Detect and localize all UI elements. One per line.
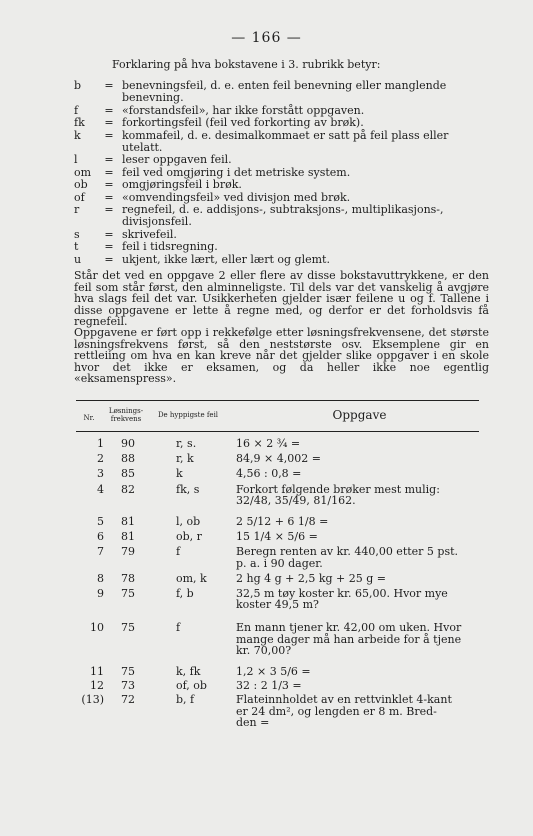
row-number: (13)	[81, 693, 104, 707]
row-task	[236, 468, 479, 479]
legend-code: s	[74, 227, 80, 241]
row-task	[236, 680, 479, 691]
row-number: 4	[97, 482, 104, 496]
legend-equals: =	[104, 128, 114, 142]
table-row	[76, 438, 479, 449]
row-frequency: 90	[121, 437, 135, 450]
row-number: 6	[97, 530, 104, 544]
table-row	[76, 622, 479, 656]
legend-code: t	[74, 240, 79, 254]
row-errors: l, ob	[176, 515, 201, 529]
table-row	[76, 694, 479, 728]
task-line: 32,5 m tøy koster kr. 65,00. Hvor mye	[236, 587, 448, 601]
table-row	[76, 573, 479, 584]
table-row	[76, 468, 479, 479]
legend-equals: =	[104, 203, 114, 217]
task-line: 2 hg 4 g + 2,5 kg + 25 g =	[236, 571, 387, 585]
row-errors: r, k	[176, 452, 194, 466]
row-errors: of, ob	[176, 679, 207, 693]
header-frequency: Løsnings-frekvens	[108, 407, 144, 423]
task-line: Flateinnholdet av en rettvinklet 4-kant	[236, 693, 452, 707]
task-line: 84,9 × 4,002 =	[236, 452, 321, 466]
row-task	[236, 666, 479, 677]
task-line: mange dager må han arbeide for å tjene	[236, 632, 462, 646]
header-nr: Nr.	[83, 414, 95, 422]
row-number: 9	[97, 587, 104, 601]
task-line: kr. 70,00?	[236, 643, 292, 657]
row-errors: f	[176, 545, 181, 559]
legend-code: ob	[74, 178, 88, 192]
table-row	[76, 588, 479, 610]
legend-code: b	[74, 79, 82, 92]
task-line: 16 × 2 ¾ =	[236, 437, 301, 450]
row-task	[236, 484, 479, 506]
row-task	[236, 546, 479, 568]
header-task: Oppgave	[332, 408, 387, 422]
legend-code: of	[74, 190, 85, 204]
legend-text: skrivefeil.	[122, 227, 177, 241]
row-frequency: 75	[121, 587, 135, 601]
row-frequency: 75	[121, 621, 135, 635]
legend-equals: =	[104, 178, 114, 192]
row-number: 7	[97, 545, 104, 559]
row-task	[236, 573, 479, 584]
legend-equals: =	[104, 227, 114, 241]
legend-equals: =	[104, 103, 114, 117]
row-frequency: 75	[121, 665, 135, 679]
row-task	[236, 694, 479, 728]
legend-item	[74, 117, 489, 129]
task-line: koster 49,5 m?	[236, 598, 319, 612]
row-task	[236, 622, 479, 656]
task-line: er 24 dm², og lengden er 8 m. Bred-	[236, 704, 437, 718]
row-frequency: 81	[121, 530, 135, 544]
row-number: 2	[97, 452, 104, 466]
row-errors: r, s.	[176, 437, 197, 450]
task-line: 4,56 : 0,8 =	[236, 467, 302, 481]
legend-code: f	[74, 103, 79, 117]
table-row	[76, 453, 479, 464]
row-number: 12	[90, 679, 104, 693]
table-header	[76, 401, 479, 429]
row-number: 11	[90, 665, 104, 679]
row-task	[236, 531, 479, 542]
legend-item	[74, 241, 489, 253]
table-row	[76, 666, 479, 677]
legend-equals: =	[104, 252, 114, 266]
row-number: 8	[97, 571, 104, 585]
legend-item	[74, 254, 489, 266]
row-frequency: 72	[121, 693, 135, 707]
task-line: En mann tjener kr. 42,00 om uken. Hvor	[236, 621, 462, 635]
row-frequency: 79	[121, 545, 135, 559]
row-frequency: 82	[121, 482, 135, 496]
legend-code: r	[74, 203, 80, 217]
paragraph-1: Står det ved en oppgave 2 eller flere av disse bokstavuttrykkene, er den feil som står først, den alminneligste. Til dels var det vanskelig å avgjøre hva slags feil det var. Usikkerheten gjelder især feilene u og f. Tallene i disse oppgavene er lette å regne med, og derfor er det forholdsvis få regnefeil.	[74, 269, 489, 329]
row-errors: b, f	[176, 693, 195, 707]
row-frequency: 88	[121, 452, 135, 466]
row-errors: fk, s	[176, 482, 200, 496]
legend-text: leser oppgaven feil.	[122, 153, 232, 167]
task-line: p. a. i 90 dager.	[236, 556, 323, 570]
row-errors: f, b	[176, 587, 194, 601]
legend-text: benevningsfeil, d. e. enten feil benevning eller manglende benevning.	[122, 79, 447, 105]
legend-equals: =	[104, 116, 114, 130]
legend-text: regnefeil, d. e. addisjons-, subtraksjons-, multiplikasjons-, divisjonsfeil.	[122, 203, 444, 229]
table-row	[76, 516, 479, 527]
row-frequency: 81	[121, 515, 135, 529]
legend-code: fk	[74, 116, 85, 130]
legend-equals: =	[104, 79, 114, 92]
legend-item	[74, 80, 489, 105]
legend-text: kommafeil, d. e. desimalkommaet er satt på feil plass eller utelatt.	[122, 128, 449, 155]
legend-code: k	[74, 128, 81, 142]
legend-item	[74, 130, 489, 155]
row-task	[236, 453, 479, 464]
row-errors: k	[176, 467, 183, 481]
table-row	[76, 546, 479, 568]
row-task	[236, 588, 479, 610]
row-errors: om, k	[176, 571, 207, 585]
task-line: 15 1/4 × 5/6 =	[236, 530, 318, 544]
legend-code: l	[74, 153, 78, 167]
legend-equals: =	[104, 153, 114, 167]
legend-text: forkortingsfeil (feil ved forkorting av brøk).	[122, 116, 364, 130]
paragraph-2: Oppgavene er ført opp i rekkefølge etter løsningsfrekvensene, det største løsningsfrekvens først, så den neststørste osv. Eksemplene gir en rettleiing om hva en kan kreve når det gjelder slike oppgaver i en skole hvor det ikke er eksamen, og da heller ikke noe egentlig «eksamenspress».	[74, 326, 489, 386]
legend-list	[74, 80, 489, 266]
table-body	[76, 432, 479, 728]
row-number: 1	[97, 437, 104, 450]
legend-code: u	[74, 252, 82, 266]
row-frequency: 85	[121, 467, 135, 481]
legend-text: omgjøringsfeil i brøk.	[122, 178, 242, 192]
legend-equals: =	[104, 165, 114, 179]
page-number: — 166 —	[231, 30, 302, 46]
legend-text: ukjent, ikke lært, eller lært og glemt.	[122, 252, 330, 266]
table-row	[76, 484, 479, 506]
header-errors: De hyppigste feil	[157, 411, 219, 419]
table-row	[76, 680, 479, 691]
task-line: Forkort følgende brøker mest mulig:	[236, 482, 440, 496]
legend-item	[74, 179, 489, 191]
legend-text: feil i tidsregning.	[122, 240, 218, 254]
row-number: 10	[90, 621, 104, 635]
results-table	[76, 400, 479, 728]
row-number: 3	[97, 467, 104, 481]
row-frequency: 73	[121, 679, 135, 693]
legend-code: om	[74, 165, 92, 179]
task-line: den =	[236, 715, 270, 729]
row-errors: ob, r	[176, 530, 202, 544]
legend-item	[74, 204, 489, 229]
task-line: 32/48, 35/49, 81/162.	[236, 493, 356, 507]
task-line: 32 : 2 1/3 =	[236, 679, 302, 693]
legend-text: «omvendingsfeil» ved divisjon med brøk.	[122, 190, 351, 204]
legend-item	[74, 154, 489, 166]
task-line: Beregn renten av kr. 440,00 etter 5 pst.	[236, 545, 459, 559]
legend-equals: =	[104, 190, 114, 204]
task-line: 1,2 × 3 5/6 =	[236, 665, 311, 679]
row-errors: f	[176, 621, 181, 635]
row-task	[236, 438, 479, 449]
row-number: 5	[97, 515, 104, 529]
legend-text: «forstandsfeil», har ikke forstått oppgaven.	[122, 103, 365, 117]
legend-equals: =	[104, 240, 114, 254]
legend-text: feil ved omgjøring i det metriske system.	[122, 165, 351, 179]
row-errors: k, fk	[176, 665, 201, 679]
row-frequency: 78	[121, 571, 135, 585]
legend-title: Forklaring på hva bokstavene i 3. rubrikk betyr:	[112, 58, 381, 71]
row-task	[236, 516, 479, 527]
task-line: 2 5/12 + 6 1/8 =	[236, 515, 329, 529]
table-row	[76, 531, 479, 542]
